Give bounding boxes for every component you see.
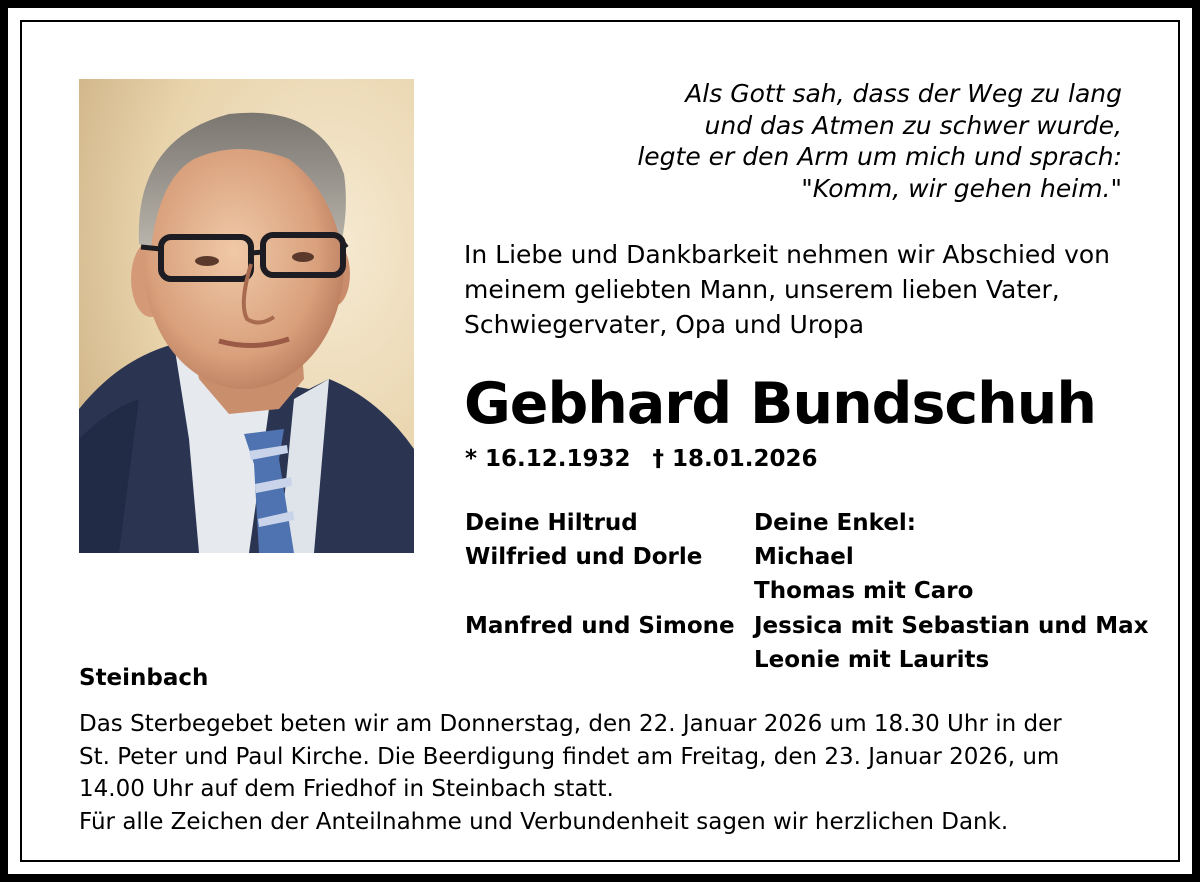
portrait-photo: [79, 79, 414, 553]
funeral-info: [79, 708, 1149, 838]
mourner-name: Wilfried und Dorle: [465, 544, 703, 571]
intro-line: meinem geliebten Mann, unserem lieben Vater,: [464, 275, 1060, 304]
place-name: Steinbach: [79, 665, 209, 691]
life-dates: [465, 443, 818, 475]
mourner-name: Thomas mit Caro: [754, 578, 974, 605]
info-line: 14.00 Uhr auf dem Friedhof in Steinbach statt.: [79, 776, 614, 802]
mourner-name: Jessica mit Sebastian und Max: [754, 612, 1149, 639]
poem-line: "Komm, wir gehen heim.": [801, 173, 1122, 203]
mourner-name: [465, 574, 735, 608]
farewell-intro: [464, 237, 1144, 342]
intro-line: Schwiegervater, Opa und Uropa: [464, 310, 865, 339]
info-line: St. Peter und Paul Kirche. Die Beerdigung findet am Freitag, den 23. Januar 2026, um: [79, 743, 1060, 770]
birth-date: * 16.12.1932: [465, 446, 631, 472]
intro-line: In Liebe und Dankbarkeit nehmen wir Abschied von: [464, 240, 1111, 269]
deceased-name: Gebhard Bundschuh: [464, 371, 1096, 437]
poem: [562, 78, 1122, 204]
info-line: Das Sterbegebet beten wir am Donnerstag, den 22. Januar 2026 um 18.30 Uhr in der: [79, 711, 1062, 737]
mourner-name: Michael: [754, 544, 854, 571]
poem-line: legte er den Arm um mich und sprach:: [637, 142, 1122, 171]
poem-line: Als Gott sah, dass der Weg zu lang: [685, 79, 1122, 108]
mourner-name: Leonie mit Laurits: [754, 646, 990, 673]
mourners-right: [754, 506, 1149, 677]
info-line: Für alle Zeichen der Anteilnahme und Verbundenheit sagen wir herzlichen Dank.: [79, 808, 1009, 835]
death-date: † 18.01.2026: [652, 446, 818, 472]
mourners-left: [465, 506, 735, 643]
grandchildren-heading: Deine Enkel:: [754, 510, 916, 536]
mourner-name: Deine Hiltrud: [465, 510, 638, 536]
mourner-name: Manfred und Simone: [465, 612, 735, 639]
poem-line: und das Atmen zu schwer wurde,: [704, 110, 1122, 140]
